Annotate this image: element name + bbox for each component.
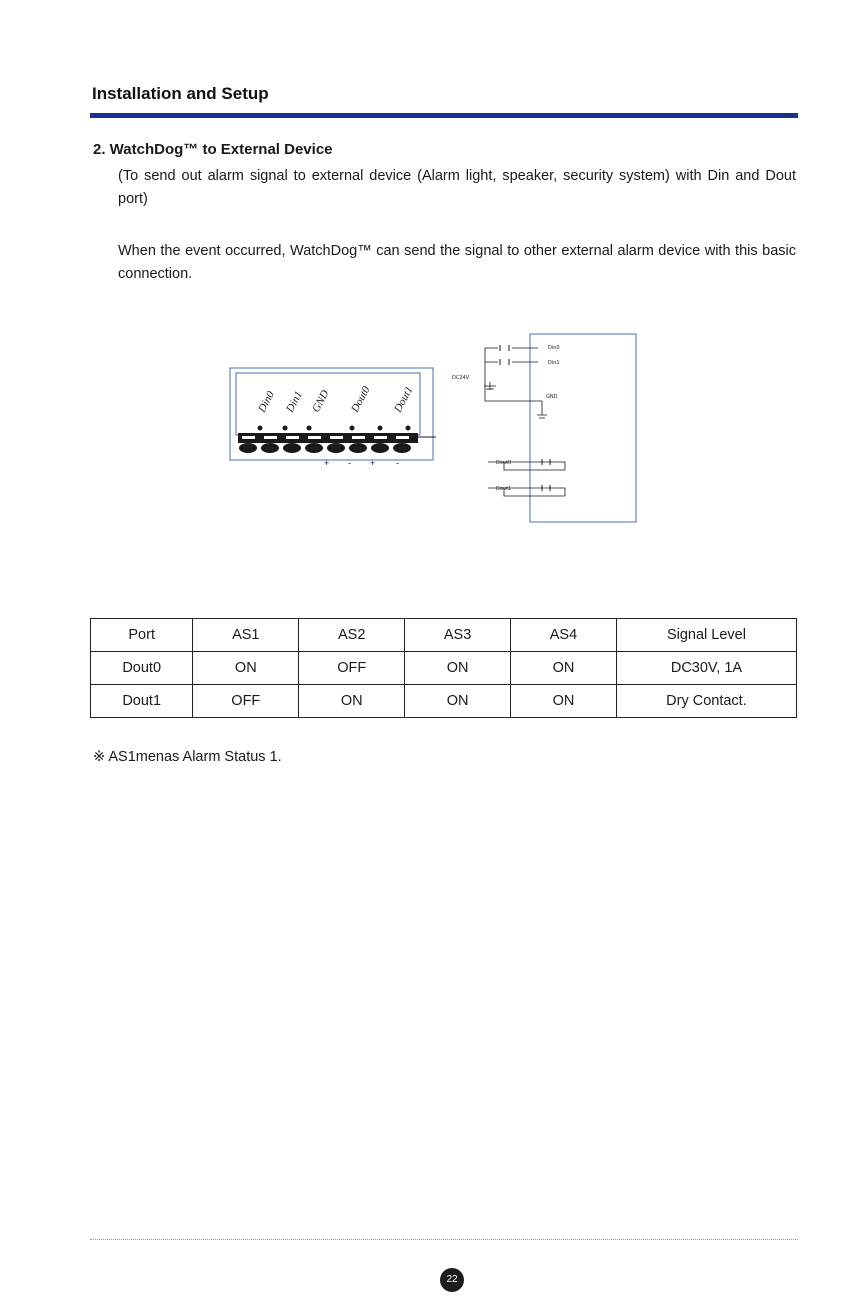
table-header-cell: Signal Level [616, 619, 796, 652]
table-header-cell: AS2 [299, 619, 405, 652]
label-dout1: Dout1 [496, 486, 512, 492]
table-cell: ON [193, 652, 299, 685]
footnote: ※ AS1menas Alarm Status 1. [93, 749, 282, 765]
pin-label-dout0: Dout0 [349, 384, 373, 415]
polarity-2: - [348, 458, 351, 468]
table-cell: OFF [193, 685, 299, 718]
footer-rule [90, 1239, 798, 1240]
label-dc24v: DC24V [452, 375, 470, 381]
table-header-cell: AS3 [405, 619, 511, 652]
table-header-cell: AS1 [193, 619, 299, 652]
table-header-cell: AS4 [511, 619, 617, 652]
polarity-3: + [370, 458, 376, 468]
pin-label-din1: Din1 [284, 389, 305, 415]
polarity-4: - [396, 458, 399, 468]
section-intro: (To send out alarm signal to external device (Alarm light, speaker, security system) with Din and Dout port) [118, 168, 796, 207]
table-header-cell: Port [91, 619, 193, 652]
label-dout0: Dout0 [496, 460, 512, 466]
table-cell: ON [405, 685, 511, 718]
section-body: When the event occurred, WatchDog™ can send the signal to other external alarm device with this basic connection. [118, 243, 796, 282]
external-device-box [530, 334, 636, 522]
table-header-row [91, 619, 797, 652]
section-title: 2. WatchDog™ to External Device [93, 141, 333, 158]
pin-label-gnd: GND [310, 388, 332, 415]
header-rule [90, 113, 798, 118]
alarm-status-table [90, 618, 797, 718]
pin-label-dout1: Dout1 [392, 384, 416, 415]
table-cell-port: Dout0 [91, 652, 193, 685]
table-cell: ON [405, 652, 511, 685]
table-cell-signal-level: DC30V, 1A [616, 652, 796, 685]
table-cell: ON [299, 685, 405, 718]
page-number-badge: 22 [440, 1268, 464, 1292]
label-din0: Din0 [548, 345, 560, 351]
page-header-title: Installation and Setup [92, 84, 269, 103]
table-row [91, 652, 797, 685]
table-cell: OFF [299, 652, 405, 685]
label-gnd: GND [546, 394, 558, 400]
table-cell-port: Dout1 [91, 685, 193, 718]
table-cell: ON [511, 652, 617, 685]
pin-label-din0: Din0 [256, 389, 277, 415]
connection-diagram [220, 325, 640, 535]
table-row [91, 685, 797, 718]
table-cell-signal-level: Dry Contact. [616, 685, 796, 718]
label-din1: Din1 [548, 360, 560, 366]
polarity-1: + [324, 458, 330, 468]
wiring-diagram-svg [220, 325, 640, 530]
table-cell: ON [511, 685, 617, 718]
